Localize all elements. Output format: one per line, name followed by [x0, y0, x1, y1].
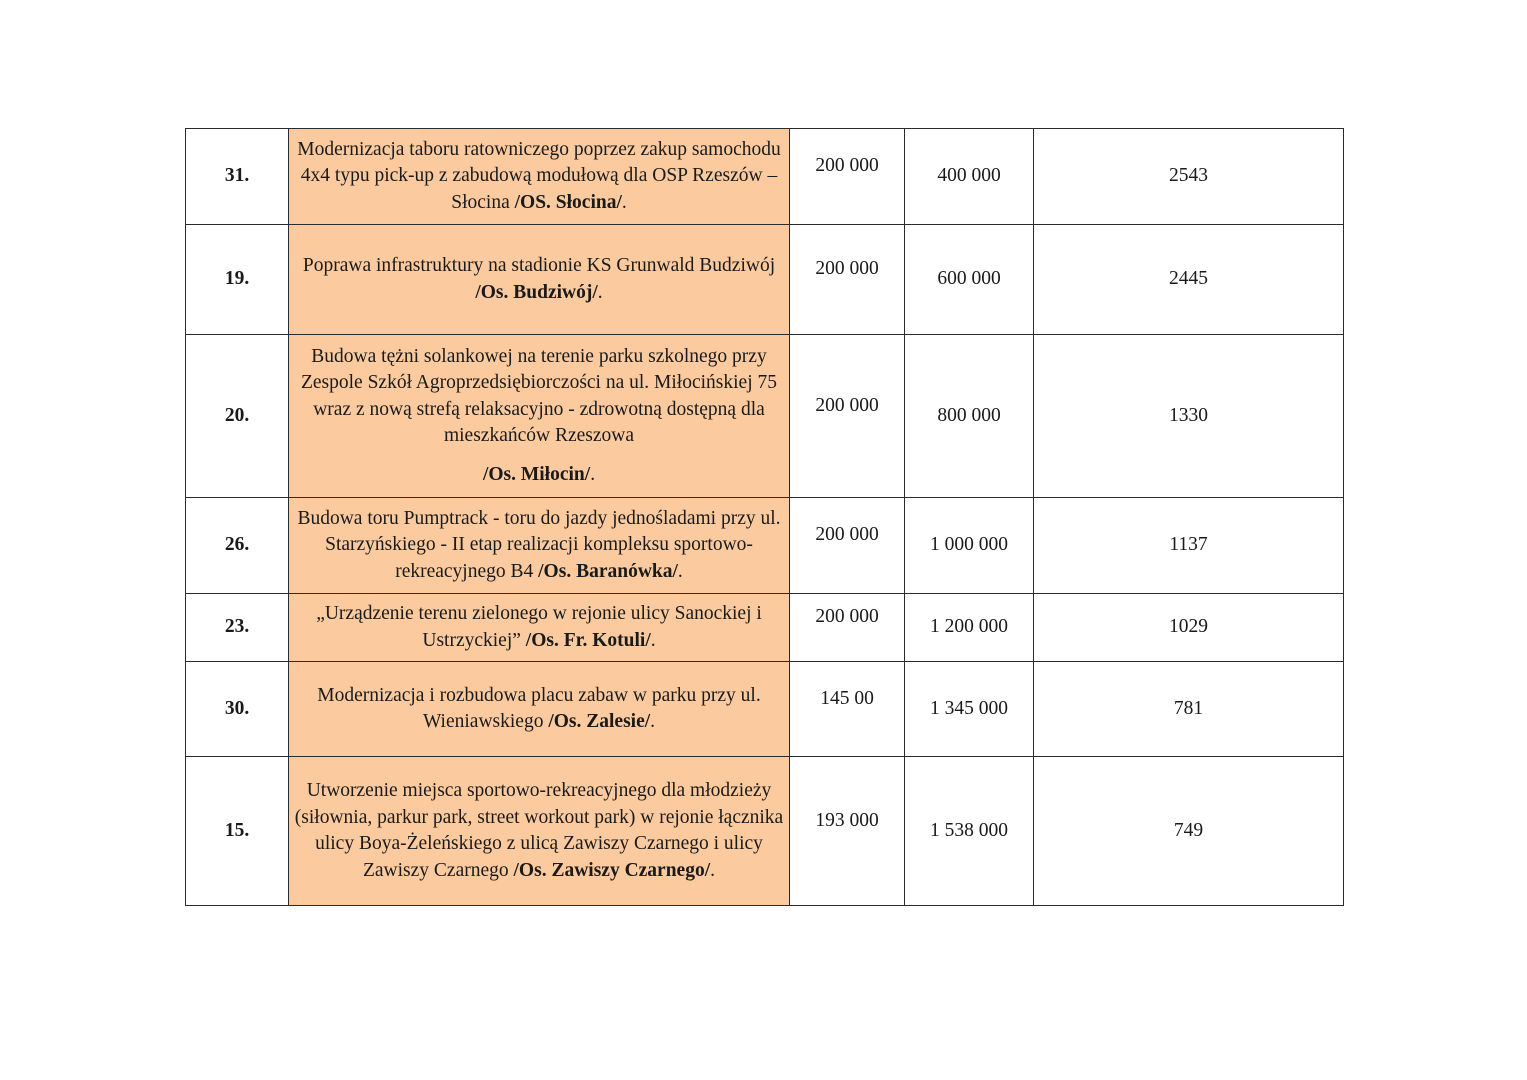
project-cost: 145 00: [790, 662, 905, 757]
cumulative-cost: 600 000: [905, 225, 1034, 335]
project-number: 30.: [186, 662, 289, 757]
project-description: Budowa toru Pumptrack - toru do jazdy jednośladami przy ul. Starzyńskiego - II etap realizacji kompleksu sportowo-rekreacyjnego B4 /Os. Baranówka/.: [289, 498, 790, 594]
table-row: [186, 335, 1344, 498]
project-number: 20.: [186, 335, 289, 498]
project-description: Modernizacja taboru ratowniczego poprzez zakup samochodu 4x4 typu pick-up z zabudową modułową dla OSP Rzeszów – Słocina /OS. Słocina/.: [289, 129, 790, 225]
table-row: [186, 225, 1344, 335]
project-description: Budowa tężni solankowej na terenie parku szkolnego przy Zespole Szkół Agroprzedsiębiorczości na ul. Miłocińskiej 75 wraz z nową strefą relaksacyjno - zdrowotną dostępną dla mieszkańców Rzeszowa /Os. Miłocin/.: [289, 335, 790, 498]
table-row: [186, 757, 1344, 906]
project-description: Modernizacja i rozbudowa placu zabaw w parku przy ul. Wieniawskiego /Os. Zalesie/.: [289, 662, 790, 757]
cumulative-cost: 800 000: [905, 335, 1034, 498]
cumulative-cost: 1 538 000: [905, 757, 1034, 906]
table-row: [186, 662, 1344, 757]
project-number: 15.: [186, 757, 289, 906]
cumulative-cost: 1 200 000: [905, 594, 1034, 662]
table-row: [186, 498, 1344, 594]
vote-count: 1137: [1034, 498, 1344, 594]
project-description: „Urządzenie terenu zielonego w rejonie ulicy Sanockiej i Ustrzyckiej” /Os. Fr. Kotuli/.: [289, 594, 790, 662]
project-description: Poprawa infrastruktury na stadionie KS Grunwald Budziwój /Os. Budziwój/.: [289, 225, 790, 335]
project-number: 19.: [186, 225, 289, 335]
cumulative-cost: 1 345 000: [905, 662, 1034, 757]
vote-count: 2543: [1034, 129, 1344, 225]
cumulative-cost: 1 000 000: [905, 498, 1034, 594]
project-cost: 200 000: [790, 498, 905, 594]
vote-count: 1029: [1034, 594, 1344, 662]
vote-count: 1330: [1034, 335, 1344, 498]
project-cost: 200 000: [790, 129, 905, 225]
project-cost: 200 000: [790, 225, 905, 335]
table-row: [186, 129, 1344, 225]
project-number: 31.: [186, 129, 289, 225]
projects-table: [185, 128, 1344, 906]
project-cost: 200 000: [790, 594, 905, 662]
vote-count: 2445: [1034, 225, 1344, 335]
project-cost: 193 000: [790, 757, 905, 906]
cumulative-cost: 400 000: [905, 129, 1034, 225]
project-number: 23.: [186, 594, 289, 662]
project-description: Utworzenie miejsca sportowo-rekreacyjnego dla młodzieży (siłownia, parkur park, street workout park) w rejonie łącznika ulicy Boya-Żeleńskiego z ulicą Zawiszy Czarnego i ulicy Zawiszy Czarnego /Os. Zawiszy Czarnego/.: [289, 757, 790, 906]
project-number: 26.: [186, 498, 289, 594]
vote-count: 781: [1034, 662, 1344, 757]
vote-count: 749: [1034, 757, 1344, 906]
project-cost: 200 000: [790, 335, 905, 498]
table-row: [186, 594, 1344, 662]
